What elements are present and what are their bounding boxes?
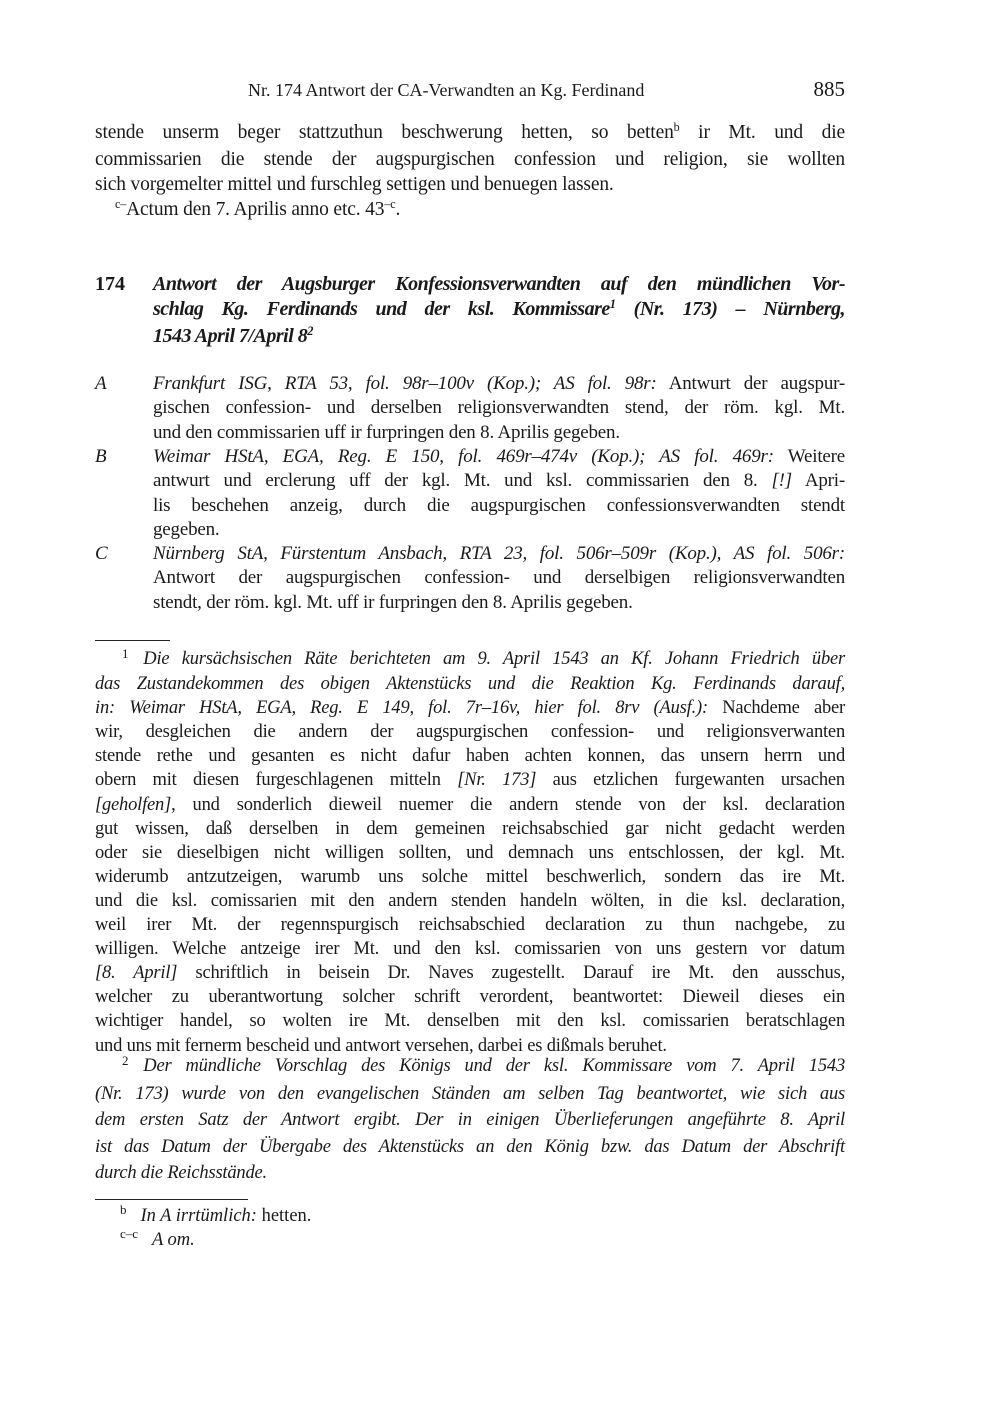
text-line: [153, 445, 845, 469]
critical-note-b: [120, 1201, 312, 1227]
footnote-2: [95, 1053, 845, 1187]
source-b: [95, 445, 845, 542]
italic-run: Nürnberg StA, Fürstentum Ansbach, RTA 23, fol. 506r–509r (Kop.), AS fol. 506r:: [153, 543, 845, 564]
source-c: [95, 542, 845, 615]
document-number: 174: [95, 273, 125, 295]
text-line: [95, 672, 845, 696]
text-line: [153, 272, 845, 297]
text-line: [95, 744, 845, 768]
note-text: hetten.: [256, 1206, 312, 1226]
text-run: wichtiger handel, so wolten ire Mt. denselben mit den ksl. comissarien beratschlagen: [95, 1011, 845, 1032]
document-heading: [95, 272, 845, 351]
superscript-marker: c–: [115, 197, 127, 212]
text-line: [95, 147, 845, 172]
source-label: A: [95, 373, 107, 394]
text-line: [153, 421, 845, 445]
text-run: 1543 April 7/April 8: [153, 325, 308, 347]
text-run: gischen confession- und derselben religionsverwandten stend, der röm. kgl. Mt.: [153, 397, 845, 419]
text-line: [95, 985, 845, 1009]
text-line: [95, 1053, 845, 1081]
text-run: Weitere: [773, 446, 845, 467]
note-label: In A irrtümlich:: [140, 1206, 257, 1226]
text-run: lis beschehen anzeig, durch die augspurgischen confessionsverwandten stendt: [153, 494, 845, 516]
text-line: [95, 817, 845, 841]
text-run: Nachdeme aber: [707, 698, 845, 719]
intro-paragraph: [95, 120, 845, 224]
superscript-marker: 2: [307, 324, 313, 339]
text-line: [95, 120, 845, 147]
document-title: [153, 272, 845, 351]
text-line: [95, 841, 845, 865]
text-line: [153, 469, 845, 493]
italic-run: das Zustandekommen des obigen Aktenstücks und die Reaktion Kg. Ferdinands darauf,: [95, 674, 845, 695]
text-run: gut wissen, daß derselben in dem gemeinen reichsabschied gar nicht gedacht werden: [95, 818, 845, 839]
superscript-marker: b: [673, 120, 680, 135]
text-run: commissarien die stende der augspurgischen confession und religion, sie wollten: [95, 149, 845, 170]
text-run: und den commissarien uff ir furpringen den 8. Aprilis gegeben.: [153, 421, 620, 443]
text-line: [153, 591, 845, 615]
source-label: B: [95, 446, 107, 467]
italic-run: [geholfen]: [95, 794, 172, 815]
footnote-marker: 1: [122, 645, 129, 661]
footnote-1: [95, 647, 845, 1058]
text-run: schlag Kg. Ferdinands und der ksl. Kommissare: [153, 298, 610, 320]
text-line: [95, 889, 845, 913]
text-line: [153, 324, 845, 351]
text-run: Apri-: [792, 470, 846, 492]
text-run: wir, desgleichen die andern der augspurgischen confession- und religionsverwanten: [95, 722, 845, 743]
text-run: aus etzlichen furgewanten ursachen: [536, 770, 845, 791]
text-run: .: [395, 199, 401, 220]
text-run: gegeben.: [153, 518, 220, 540]
italic-run: [Nr. 173]: [457, 770, 537, 791]
text-run: ir Mt. und die: [679, 122, 845, 143]
text-run: sich vorgemelter mittel und furschleg settigen und benuegen lassen.: [95, 174, 614, 195]
text-line: [95, 937, 845, 961]
text-run: schriftlich in beisein Dr. Naves zugestellt. Darauf ire Mt. den ausschus,: [177, 963, 845, 984]
text-run: und uns mit fernerm bescheid und antwort versehen, darbei es dißmals beruhet.: [95, 1035, 667, 1056]
italic-run: (Nr. 173) wurde von den evangelischen Ständen am selben Tag beantwortet, wie sich aus: [95, 1083, 845, 1104]
text-line: [153, 396, 845, 420]
source-a: [95, 372, 845, 445]
text-line: [95, 961, 845, 985]
text-line: [95, 647, 845, 672]
page-number: 885: [813, 77, 845, 101]
text-run: willigen. Welche antzeige irer Mt. und den ksl. comissarien von uns gestern vor datum: [95, 939, 845, 960]
footnote-divider: [95, 640, 170, 641]
italic-run: dem ersten Satz der Antwort ergibt. Der in einigen Überlieferungen angeführte 8. April: [95, 1110, 845, 1130]
superscript-marker: 1: [609, 297, 616, 312]
text-line: [95, 720, 845, 744]
italic-run: [8. April]: [95, 963, 178, 984]
italic-run: Frankfurt ISG, RTA 53, fol. 98r–100v (Kop.); AS fol. 98r:: [153, 373, 657, 394]
text-line: [153, 297, 845, 324]
italic-run: ist das Datum der Übergabe des Aktenstücks an den König bzw. das Datum der Abschrift: [95, 1136, 845, 1157]
footnote-marker: 2: [122, 1052, 129, 1068]
critical-note-c: [120, 1225, 195, 1251]
text-run: Antwort der Augsburger Konfessionsverwandten auf den mündlichen Vor-: [153, 273, 845, 295]
superscript-marker: –c: [384, 197, 396, 212]
text-line: [95, 1009, 845, 1033]
italic-run: [!]: [771, 470, 792, 492]
note-marker: b: [120, 1201, 127, 1217]
text-run: stendt, der röm. kgl. Mt. uff ir furpringen den 8. Aprilis gegeben.: [153, 591, 633, 613]
text-line: [153, 518, 845, 542]
text-run: Antwurt der augspur-: [656, 373, 845, 394]
text-run: obern mit diesen furgeschlagenen mitteln: [95, 770, 458, 791]
text-line: [95, 1107, 845, 1134]
text-line: [95, 1160, 845, 1187]
text-line: [95, 793, 845, 817]
text-line: [95, 768, 845, 792]
source-label: C: [95, 543, 108, 564]
text-run: stende rethe und gesanten es nicht dafur haben achten konnen, das unsern herrn und: [95, 746, 845, 767]
italic-run: Der mündliche Vorschlag des Königs und der ksl. Kommissare vom 7. April 1543: [143, 1056, 845, 1076]
text-run: antwurt und erclerung uff der kgl. Mt. und ksl. commissarien den 8.: [153, 470, 772, 492]
text-line: [95, 696, 845, 720]
italic-run: durch die Reichsstände.: [95, 1163, 267, 1183]
italic-run: Weimar HStA, EGA, Reg. E 150, fol. 469r–474v (Kop.); AS fol. 469r:: [153, 446, 774, 467]
text-run: Antwort der augspurgischen confession- und derselbigen religionsverwandten: [153, 567, 845, 589]
text-line: [95, 913, 845, 937]
italic-run: Die kursächsischen Räte berichteten am 9. April 1543 an Kf. Johann Friedrich über: [143, 649, 845, 669]
critical-notes-divider: [95, 1199, 248, 1200]
text-run: welcher zu uberantwortung solcher schrift verordent, beantwortet: Dieweil dieses ein: [95, 987, 845, 1008]
note-label: A om.: [151, 1230, 195, 1250]
text-line: [95, 1081, 845, 1108]
text-line: [95, 1134, 845, 1161]
text-line: [153, 542, 845, 566]
text-line: [153, 494, 845, 518]
text-line: [95, 865, 845, 889]
text-run: stende unserm beger stattzuthun beschwerung hetten, so betten: [95, 122, 674, 143]
text-run: widerumb antzutzeigen, warumb uns solche mittel beschwerlich, sondern das ire Mt.: [95, 866, 845, 887]
text-line: [153, 372, 845, 396]
italic-run: in: Weimar HStA, EGA, Reg. E 149, fol. 7r–16v, hier fol. 8rv (Ausf.):: [95, 698, 708, 719]
text-run: , und sonderlich dieweil nuemer die andern stende von der ksl. declaration: [171, 794, 845, 815]
text-run: (Nr. 173) – Nürnberg,: [615, 298, 846, 320]
text-run: Actum den 7. Aprilis anno etc. 43: [126, 199, 385, 220]
text-run: weil irer Mt. der regennspurgisch reichsabschied declaration zu thun nachgebe, zu: [95, 915, 845, 936]
closing-line: [95, 197, 845, 224]
note-marker: c–c: [120, 1225, 138, 1241]
text-line: [153, 566, 845, 590]
running-title: Nr. 174 Antwort der CA-Verwandten an Kg. Ferdinand: [248, 80, 645, 100]
text-run: und die ksl. comissarien mit den andern stenden handeln wölten, in die ksl. declaration,: [95, 890, 845, 911]
text-line: [95, 172, 845, 197]
text-run: oder sie dieselbigen nicht willigen sollten, und demnach uns entschlossen, der kgl. Mt.: [95, 842, 845, 863]
